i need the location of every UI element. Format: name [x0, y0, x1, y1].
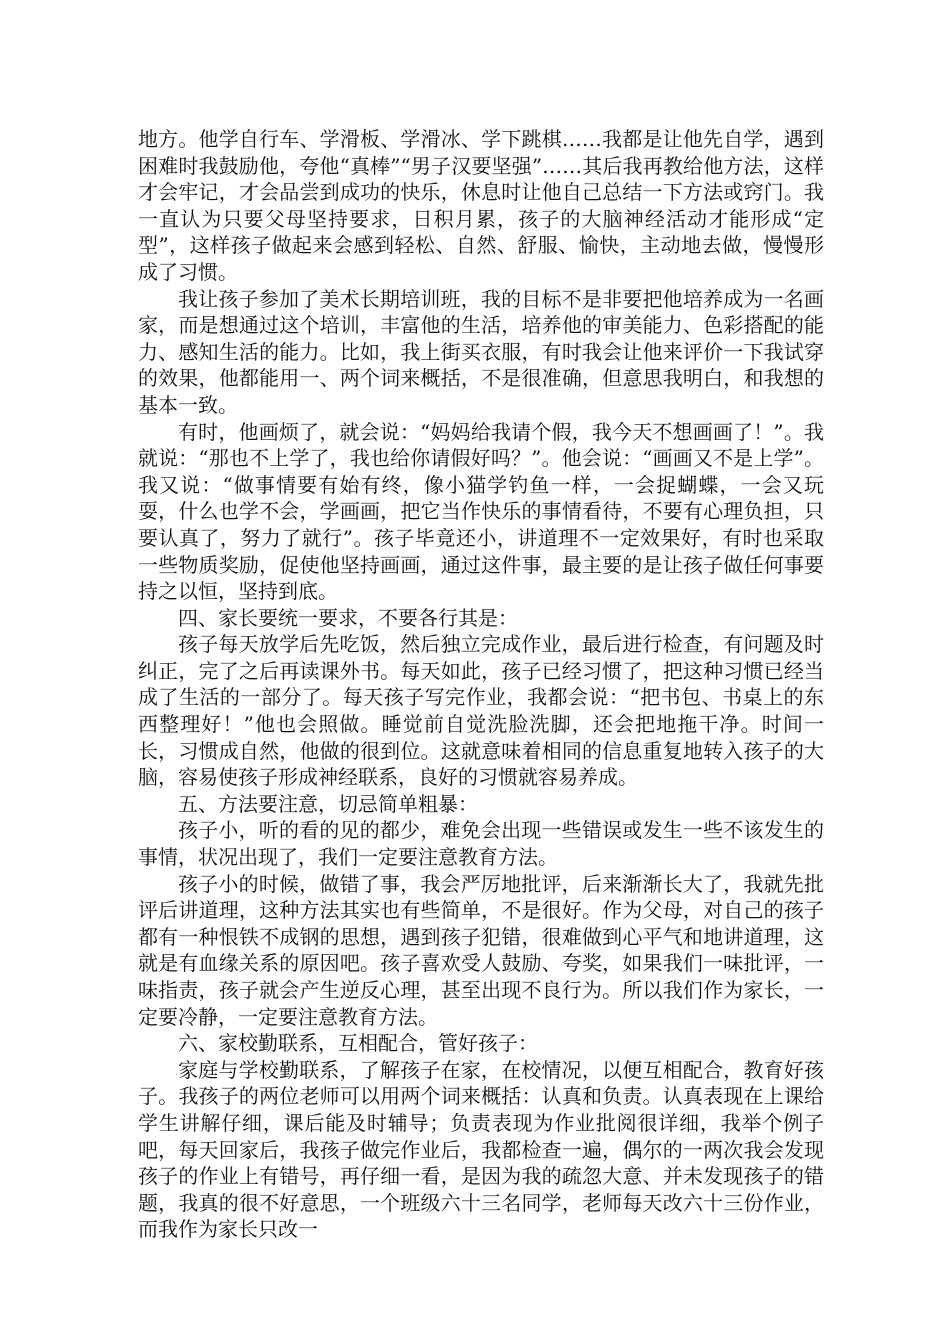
paragraph-1: 地方。他学自行车、学滑板、学滑冰、学下跳棋……我都是让他先自学，遇到困难时我鼓励他，夸他“真棒”“男子汉要坚强”……其后我再教给他方法，这样才会牢记，才会品尝到成功的快乐，休息时让他自己总结一下方法或窍门。我一直认为只要父母坚持要求，日积月累，孩子的大脑神经活动才能形成“定型”，这样孩子做起来会感到轻松、自然、舒服、愉快，主动地去做，慢慢形成了习惯。 — [138, 127, 824, 284]
paragraph-10: 家庭与学校勤联系，了解孩子在家，在校情况，以便互相配合，教育好孩子。我孩子的两位老师可以用两个词来概括：认真和负责。认真表现在上课给学生讲解仔细，课后能及时辅导；负责表现为作业批阅很详细，我举个例子吧，每天回家后，我孩子做完作业后，我都检查一遍，偶尔的一两次我会发现孩子的作业上有错号，再仔细一看，是因为我的疏忽大意、并未发现孩子的错题，我真的很不好意思，一个班级六十三名同学，老师每天改六十三份作业，而我作为家长只改一 — [138, 1057, 824, 1242]
section-heading-5: 五、方法要注意，切忌简单粗暴： — [178, 791, 478, 816]
document-body — [138, 126, 824, 1243]
paragraph-2: 我让孩子参加了美术长期培训班，我的目标不是非要把他培养成为一名画家，而是想通过这个培训，丰富他的生活，培养他的审美能力、色彩搭配的能力、感知生活的能力。比如，我上街买衣服，有时我会让他来评价一下我试穿的效果，他都能用一、两个词来概括，不是很准确，但意思我明白，和我想的基本一致。 — [138, 286, 824, 417]
paragraph-7: 孩子小，听的看的见的都少，难免会出现一些错误或发生一些不该发生的事情，状况出现了，我们一定要注意教育方法。 — [138, 818, 824, 870]
section-heading-4: 四、家长要统一要求，不要各行其是： — [178, 605, 518, 630]
paragraph-5: 孩子每天放学后先吃饭，然后独立完成作业，最后进行检查，有问题及时纠正，完了之后再读课外书。每天如此，孩子已经习惯了，把这种习惯已经当成了生活的一部分了。每天孩子写完作业，我都会说：“把书包、书桌上的东西整理好！”他也会照做。睡觉前自觉洗脸洗脚，还会把地拖干净。时间一长，习惯成自然，他做的很到位。这就意味着相同的信息重复地转入孩子的大脑，容易使孩子形成神经联系，良好的习惯就容易养成。 — [138, 632, 824, 790]
section-heading-6: 六、家校勤联系，互相配合，管好孩子： — [178, 1031, 538, 1056]
paragraph-8: 孩子小的时候，做错了事，我会严厉地批评，后来渐渐长大了，我就先批评后讲道理，这种方法其实也有些简单，不是很好。作为父母，对自己的孩子都有一种恨铁不成钢的思想，遇到孩子犯错，很难做到心平气和地讲道理，这就是有血缘关系的原因吧。孩子喜欢受人鼓励、夸奖，如果我们一味批评，一味指责，孩子就会产生逆反心理，甚至出现不良行为。所以我们作为家长，一定要冷静，一定要注意教育方法。 — [138, 871, 824, 1029]
paragraph-3: 有时，他画烦了，就会说：“妈妈给我请个假，我今天不想画画了！”。我就说：“那也不上学了，我也给你请假好吗？”。他会说：“画画又不是上学”。我又说：“做事情要有始有终，像小猫学钓鱼一样，一会捉蝴蝶，一会又玩耍，什么也学不会，学画画，把它当作快乐的事情看待，不要有心理负担，只要认真了，努力了就行”。孩子毕竟还小，讲道理不一定效果好，有时也采取一些物质奖励，促使他坚持画画，通过这件事，最主要的是让孩子做任何事要持之以恒，坚持到底。 — [138, 419, 824, 604]
